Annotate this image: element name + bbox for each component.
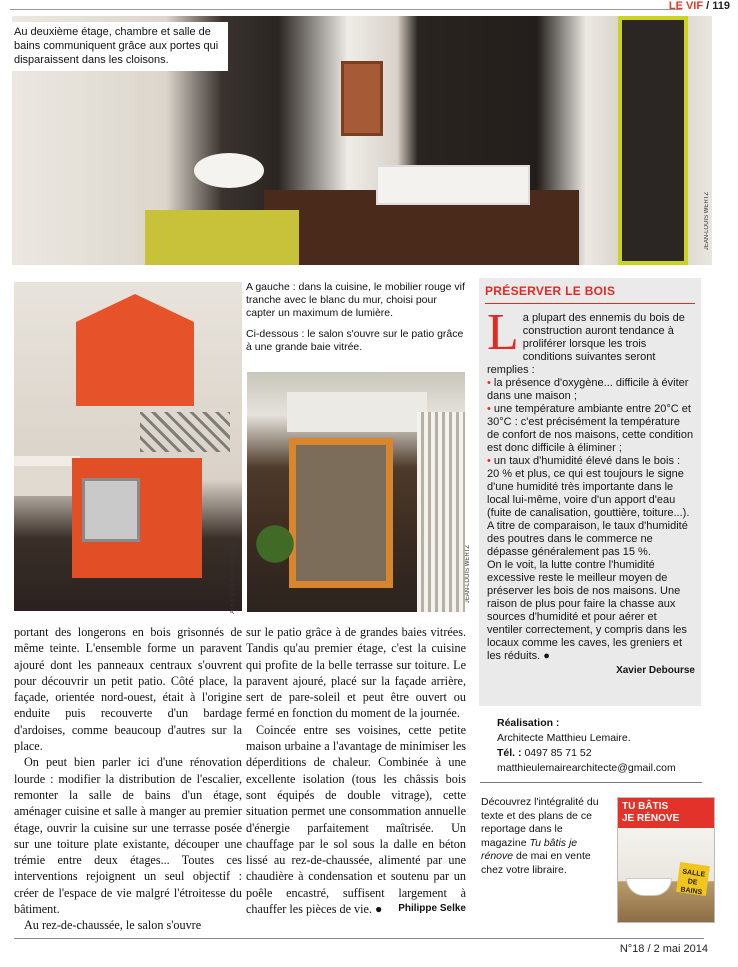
caption-below: Ci-dessous : le salon s'ouvre sur le patio grâce à une grande baie vitrée. (246, 328, 464, 353)
photo-louvers (417, 412, 465, 612)
credits-separator (480, 782, 702, 783)
sidebar-title: PRÉSERVER LE BOIS (485, 284, 616, 298)
sidebar-text (487, 304, 695, 677)
bullet-icon: • (487, 377, 491, 389)
photo-oven (82, 478, 140, 542)
top-photo-credit: JEAN-LOUIS WERTZ (704, 192, 710, 251)
body-paragraph: On peut bien parler ici d'une rénovation lourde : modifier la distribution de l'escalier, remonter la salle de bains d'un étage, aménager cuisine et salle à manger au premier étage, ouvrir la cuisine sur une terrasse posée sur une toiture plate existante, découper une trémie entre deux étages... Toutes ces interventions rejoignent un seul objectif : créer de l'espace de vie malgré l'étroitesse du bâtiment. (14, 755, 242, 917)
sidebar-box (479, 278, 701, 706)
sidebar-bullet: un taux d'humidité élevé dans le bois : 20 % et plus, ce qui est toujours le signe d'une humidité très importante dans le local lui-même, voire d'un apport d'eau (fuite de canalisation, gouttière, toiture...). (487, 455, 690, 519)
photo-counter (14, 456, 80, 466)
promo-magazine-name: Tu bâtis je rénove (481, 836, 578, 862)
photo-canopy (287, 392, 427, 432)
top-photo-caption: Au deuxième étage, chambre et salle de bains communiquent grâce aux portes qui disparaissent dans les cloisons. (12, 22, 228, 71)
promo-text (481, 796, 611, 877)
credits-architect: Architecte Matthieu Lemaire. (497, 732, 631, 744)
caption-left: A gauche : dans la cuisine, le mobilier rouge vif tranche avec le blanc du mur, choisi pour capter un maximum de lumière. (246, 281, 465, 319)
magazine-cover (617, 797, 715, 923)
bullet-icon: • (487, 455, 491, 467)
phone-label: Tél. : (497, 747, 522, 759)
photo-white-cabinet (14, 466, 80, 496)
photo-captions (246, 281, 468, 354)
body-paragraph: sur le patio grâce à de grandes baies vitrées. Tandis qu'au premier étage, c'est la cuisine qui profite de la belle terrasse sur toiture. Le paravent ajouré, placé sur la façade arrière, sert de pare-soleil et peut être ouvert ou fermé en fonction du moment de la journée. (246, 625, 466, 721)
photo-plant (255, 520, 295, 580)
sidebar-header (485, 284, 695, 300)
sidebar-signature: Xavier Debourse (616, 665, 695, 676)
sidebar-bullet: une température ambiante entre 20°C et 30°C : c'est précisément la température de confort de nos maisons, cette condition est donc difficile à éliminer ; (487, 403, 694, 454)
page-header (0, 0, 738, 14)
kitchen-photo (14, 282, 242, 611)
sidebar-bullet: la présence d'oxygène... difficile à éviter dans une maison ; (487, 377, 689, 402)
kitchen-photo-credit: ALEX VON BUXHOEVEDEN (230, 536, 236, 614)
bullet-icon: • (487, 403, 491, 415)
body-column-1 (14, 624, 242, 934)
photo-bathtub (376, 165, 530, 205)
body-paragraph: portant des longerons en bois grisonnés de même teinte. L'ensemble forme un paravent ajouré dont les panneaux centraux s'ouvrent pour découvrir un petit patio. Côté place, la façade, orientée nord-ouest, était à l'origine enduite puis recouverte d'un bardage d'ardoises, comme beaucoup d'autres sur la place. (14, 625, 242, 754)
photo-mirror (618, 16, 688, 265)
patio-photo (247, 372, 465, 612)
photo-window (341, 61, 383, 136)
body-paragraph-text: Coincée entre ses voisines, cette petite maison urbaine a l'avantage de minimiser les déperditions de chaleur. Combinée à une excellente isolation (tous les châssis bois sont équipés de double vitrage), cette situation permet une consommation annuelle d'énergie parfaitement maîtrisée. Un chauffage par le sol sous la dalle en béton lissé au rez-de-chaussée, alimenté par une chaudière à condensation et soutenu par un poêle encastré, suffisent largement à chauffer les pièces de vie. (246, 722, 466, 917)
body-column-2 (246, 624, 466, 917)
photo-basin (194, 153, 264, 188)
photo-wall-decor (140, 412, 230, 452)
bathroom-photo (12, 16, 712, 265)
issue-date: N°18 / 2 mai 2014 (619, 943, 708, 955)
phone-number: 0497 85 71 52 (524, 747, 592, 759)
project-credits (497, 716, 717, 776)
promo-text-after: de mai en vente chez votre libraire. (481, 850, 591, 876)
magazine-cover-title (618, 798, 714, 828)
header-rule (10, 9, 682, 10)
magazine-cover-badge: SALLE DE BAINS (676, 862, 710, 896)
drop-cap: L (487, 304, 519, 361)
body-paragraph-with-end (246, 722, 466, 918)
credits-heading: Réalisation : (497, 717, 560, 729)
cover-title-line1: TU BÂTIS (622, 801, 669, 812)
promo-text-before: Découvrez l'intégralité du texte et des plans de ce reportage dans le magazine (481, 796, 599, 849)
brand-name: LE VIF (668, 0, 704, 12)
folio-separator: / (703, 0, 713, 12)
email-address: matthieulemairearchitecte@gmail.com (497, 762, 676, 774)
photo-orange-frame (289, 438, 393, 588)
folio (669, 0, 730, 12)
sidebar-paragraph: On le voit, la lutte contre l'humidité excessive reste le meilleur moyen de préserver les bois de nos maisons. Une raison de plus pour faire la chasse aux sources d'humidité et pour aérer et ventiler correctement, y compris dans les locaux comme les caves, les greniers et les réduits. (487, 559, 687, 662)
footer-rule (14, 938, 704, 939)
photo-vanity-cabinet (145, 210, 299, 265)
end-mark: ● (543, 650, 550, 662)
page-number: 119 (712, 0, 730, 12)
article-signature: Philippe Selke (398, 903, 466, 915)
cover-title-line2: JE RÉNOVE (622, 813, 680, 824)
end-mark: ● (375, 902, 383, 917)
sidebar-paragraph: A titre de comparaison, le taux d'humidité des poutres dans le commerce ne dépasse généralement pas 15 %. (487, 520, 688, 558)
photo-red-hood (76, 294, 194, 406)
patio-photo-credit: JEAN-LOUIS WERTZ (465, 545, 471, 604)
sidebar-intro: a plupart des ennemis du bois de construction auront tendance à proliférer lorsque les trois conditions suivantes seront remplies : (487, 312, 685, 376)
body-paragraph: Au rez-de-chaussée, le salon s'ouvre (24, 918, 202, 933)
